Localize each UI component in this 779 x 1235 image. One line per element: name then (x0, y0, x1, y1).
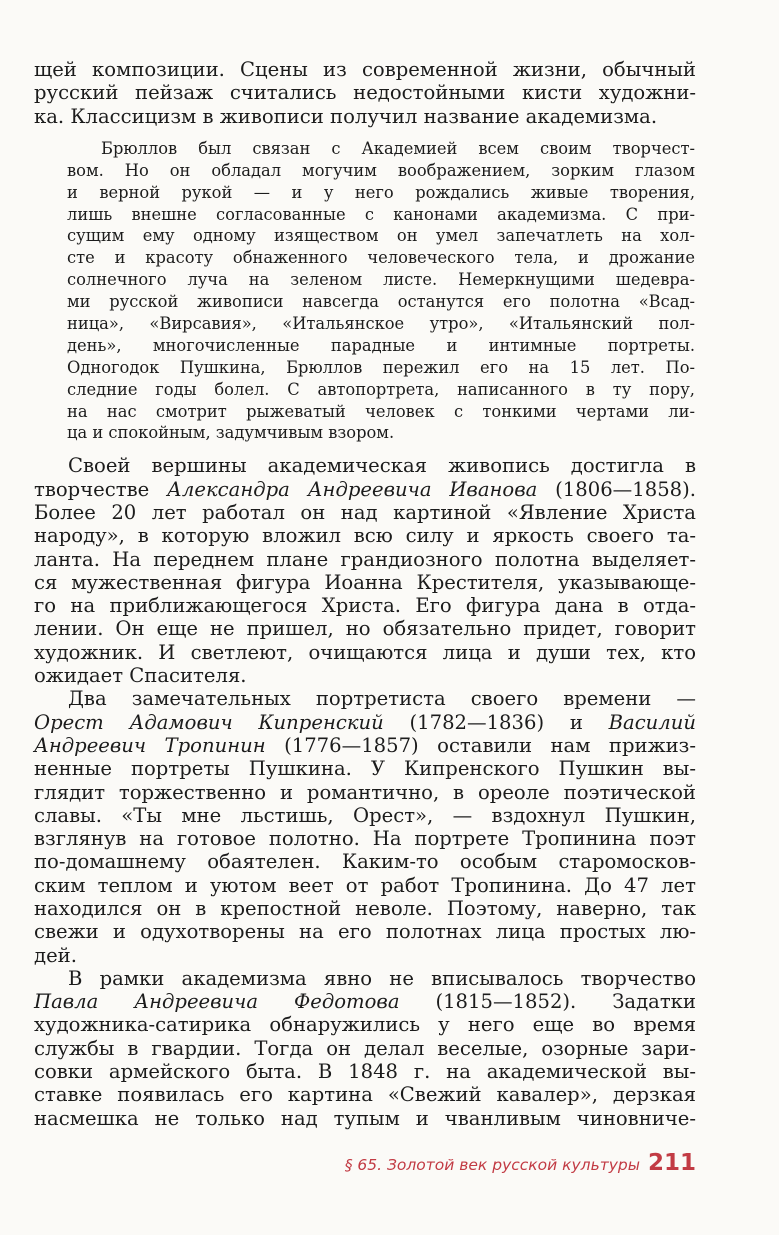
artist-name: Александра Андреевича Иванова (167, 477, 538, 501)
text-line: ница», «Вирсавия», «Итальянское утро», «Итальянский пол- (67, 314, 695, 334)
ivanov-paragraph (34, 454, 696, 687)
text-line: народу», в которую вложил всю силу и яркость своего та- (34, 524, 696, 548)
text-line (34, 478, 696, 501)
text-line: на нас смотрит рыжеватый человек с тонкими чертами ли- (67, 401, 695, 421)
text-line: Два замечательных портретиста своего времени — (68, 687, 696, 711)
text-fragment: (1806—1858). (537, 477, 696, 501)
text-line (34, 734, 696, 757)
text-line: свежи и одухотворены на его полотнах лица простых лю- (34, 920, 696, 944)
portraitists-paragraph (34, 687, 696, 967)
text-line: го на приближающегося Христа. Его фигура дана в отда- (34, 594, 696, 618)
text-line: ским теплом и уютом веет от работ Тропинина. До 47 лет (34, 873, 696, 897)
text-line: совки армейского быта. В 1848 г. на академической вы- (34, 1060, 696, 1084)
text-fragment: творчестве (34, 477, 168, 501)
text-fragment: (1815—1852). Задатки (399, 990, 696, 1014)
text-line: русский пейзаж считались недостойными кисти художни- (34, 81, 696, 105)
page-body (34, 58, 696, 1130)
text-line: день», многочисленные парадные и интимные портреты. (67, 335, 695, 355)
text-line: Более 20 лет работал он над картиной «Явление Христа (34, 500, 696, 524)
text-line: вом. Но он обладал могучим воображением, зорким глазом (67, 160, 695, 180)
artist-name: Павла Андреевича Федотова (34, 990, 400, 1014)
text-line: славы. «Ты мне льстишь, Орест», — вздохнул Пушкин, (34, 803, 696, 827)
text-line: солнечного луча на зеленом листе. Немеркнущими шедевра- (67, 270, 695, 290)
text-line: Своей вершины академическая живопись достигла в (68, 454, 696, 478)
text-line: и верной рукой — и у него рождались живые творения, (67, 182, 695, 202)
artist-name: Андреевич Тропинин (34, 733, 266, 757)
text-line (34, 711, 696, 734)
text-line: художника-сатирика обнаружились у него еще во время (34, 1013, 696, 1037)
fedotov-paragraph (34, 967, 696, 1130)
text-line: находился он в крепостной неволе. Поэтому, наверно, так (34, 897, 696, 920)
text-line: сте и красоту обнаженного человеческого тела, и дрожание (67, 248, 695, 268)
text-line: ца и спокойным, задумчивым взором. (67, 423, 395, 443)
text-line: по-домашнему обаятелен. Каким-то особым старомосков- (34, 850, 696, 874)
text-line: щей композиции. Сцены из современной жизни, обычный (34, 58, 696, 81)
text-line: Одногодок Пушкина, Брюллов пережил его на 15 лет. По- (67, 357, 695, 377)
text-line: ланта. На переднем плане грандиозного полотна выделяет- (34, 547, 696, 571)
bryullov-block (67, 138, 695, 444)
artist-name: Василий (608, 710, 697, 734)
text-line: художник. И светлеют, очищаются лица и души тех, кто (34, 640, 696, 664)
text-line: ка. Классицизм в живописи получил название академизма. (34, 104, 658, 128)
text-fragment: (1776—1857) оставили нам прижиз- (265, 733, 696, 757)
text-line: дей. (34, 943, 77, 967)
section-title: § 65. Золотой век русской культуры (344, 1156, 640, 1174)
text-line: лишь внешне согласованные с канонами академизма. С при- (67, 204, 695, 224)
text-line: ми русской живописи навсегда останутся его полотна «Всад- (67, 292, 695, 312)
intro-paragraph (34, 58, 696, 128)
text-line: ся мужественная фигура Иоанна Крестителя, указывающе- (34, 570, 696, 594)
text-line: ставке появилась его картина «Свежий кавалер», дерзкая (34, 1083, 696, 1107)
text-line: лении. Он еще не пришел, но обязательно придет, говорит (34, 617, 696, 641)
text-line (34, 990, 696, 1013)
artist-name: Орест Адамович Кипренский (34, 710, 384, 734)
text-line: следние годы болел. С автопортрета, написанного в ту пору, (67, 379, 695, 399)
text-line: В рамки академизма явно не вписывалось творчество (68, 966, 696, 990)
page-number: 211 (647, 1150, 696, 1176)
text-line: службы в гвардии. Тогда он делал веселые, озорные зари- (34, 1036, 696, 1060)
text-line: насмешка не только над тупым и чванливым чиновниче- (34, 1106, 696, 1130)
text-line: взглянув на готовое полотно. На портрете Тропинина поэт (34, 827, 696, 851)
text-line: ожидает Спасителя. (34, 664, 247, 688)
text-line: Брюллов был связан с Академией всем своим творчест- (101, 138, 695, 158)
page-footer (298, 1150, 696, 1176)
text-line: глядит торжественно и романтично, в ореоле поэтической (34, 780, 696, 804)
text-fragment: (1782—1836) и (383, 710, 609, 734)
text-line: сущим ему одному изяществом он умел запечатлеть на хол- (67, 226, 695, 246)
text-line: ненные портреты Пушкина. У Кипренского Пушкин вы- (34, 757, 696, 781)
